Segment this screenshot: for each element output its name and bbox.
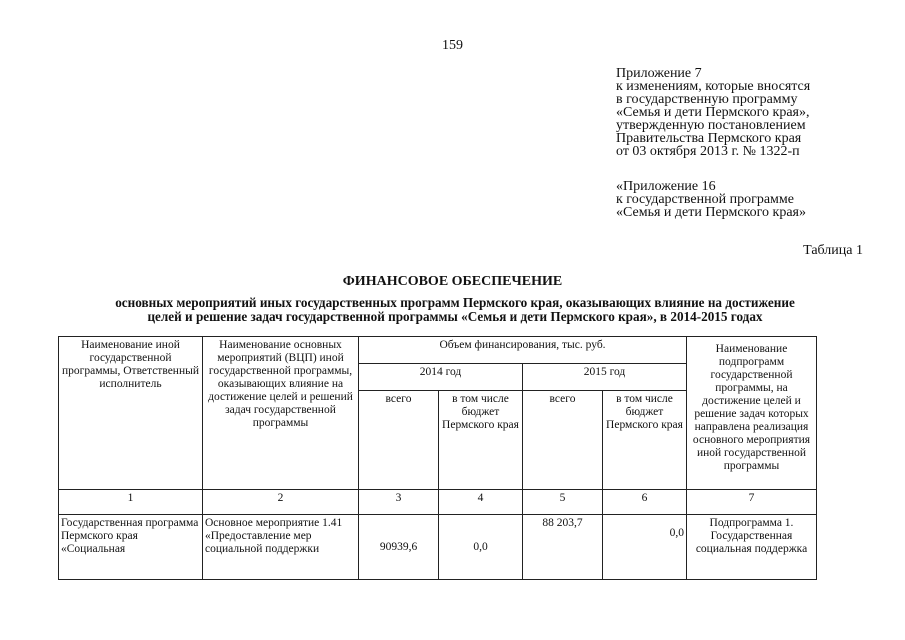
- header-budget-2015: в том числе бюджет Пермского края: [603, 391, 687, 490]
- appendix-7-line: к изменениям, которые вносятся: [616, 79, 811, 94]
- financing-table: [58, 336, 817, 580]
- appendix-16-line: «Семья и дети Пермского края»: [616, 205, 806, 220]
- subtitle-line-2: целей и решение задач государственной программы «Семья и дети Пермского края», в 2014-2015 годах: [147, 309, 763, 324]
- header-budget-2014: в том числе бюджет Пермского края: [439, 391, 523, 490]
- cell-budget-2015: 0,0: [603, 515, 687, 580]
- header-total-2014: всего: [359, 391, 439, 490]
- appendix-16-line: к государственной программе: [616, 192, 794, 207]
- header-subprogram-name: Наименование подпрограмм государственной программы, на достижение целей и решение задач которых направлена реализация основного мероприятия иной государственной программы: [687, 337, 817, 490]
- column-number: 6: [603, 490, 687, 515]
- document-subtitle: [30, 296, 880, 324]
- column-number: 2: [203, 490, 359, 515]
- subtitle-line-1: основных мероприятий иных государственных программ Пермского края, оказывающих влияние на достижение: [115, 295, 795, 310]
- appendix-16-block: [616, 180, 896, 219]
- appendix-7-block: [616, 67, 896, 158]
- column-number: 4: [439, 490, 523, 515]
- appendix-7-line: Приложение 7: [616, 66, 702, 81]
- header-program-name: Наименование иной государственной программы, Ответственный исполнитель: [59, 337, 203, 490]
- table-label: Таблица 1: [803, 243, 863, 258]
- cell-activity: Основное мероприятие 1.41 «Предоставление мер социальной поддержки: [203, 515, 359, 580]
- appendix-7-line: «Семья и дети Пермского края»,: [616, 105, 810, 120]
- appendix-7-line: в государственную программу: [616, 92, 798, 107]
- appendix-7-line: утвержденную постановлением: [616, 118, 806, 133]
- table-row: [59, 515, 817, 580]
- column-number: 1: [59, 490, 203, 515]
- appendix-7-line: Правительства Пермского края: [616, 131, 802, 146]
- cell-budget-2014: 0,0: [439, 515, 523, 580]
- appendix-7-line: от 03 октября 2013 г. № 1322-п: [616, 144, 800, 159]
- header-funding-volume: Объем финансирования, тыс. руб.: [359, 337, 687, 364]
- header-activity-name: Наименование основных мероприятий (ВЦП) иной государственной программы, оказывающих влияние на достижение целей и решений задач государственной программы: [203, 337, 359, 490]
- cell-subprogram: Подпрограмма 1. Государственная социальная поддержка: [687, 515, 817, 580]
- document-title: ФИНАНСОВОЕ ОБЕСПЕЧЕНИЕ: [342, 274, 563, 289]
- header-total-2015: всего: [523, 391, 603, 490]
- header-year-2014: 2014 год: [359, 364, 523, 391]
- cell-total-2014: 90939,6: [359, 515, 439, 580]
- header-year-2015: 2015 год: [523, 364, 687, 391]
- cell-total-2015: 88 203,7: [523, 515, 603, 580]
- column-number: 5: [523, 490, 603, 515]
- page-number: 159: [442, 38, 463, 53]
- column-number: 7: [687, 490, 817, 515]
- cell-program: Государственная программа Пермского края «Социальная: [59, 515, 203, 580]
- appendix-16-line: «Приложение 16: [616, 179, 716, 194]
- column-number: 3: [359, 490, 439, 515]
